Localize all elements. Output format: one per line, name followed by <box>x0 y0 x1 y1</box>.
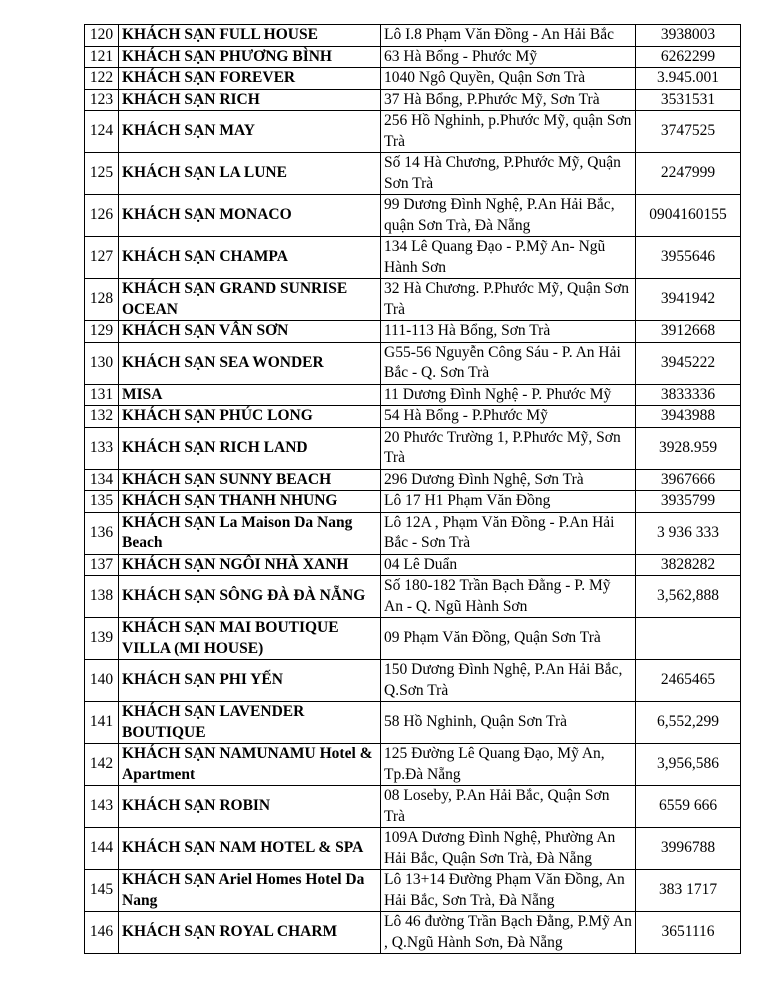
row-number: 128 <box>85 279 119 321</box>
hotel-name: KHÁCH SẠN Ariel Homes Hotel Da Nang <box>119 870 381 912</box>
hotel-list-body <box>85 25 741 954</box>
hotel-phone: 3,956,586 <box>636 744 741 786</box>
row-number: 132 <box>85 406 119 428</box>
hotel-address: 63 Hà Bổng - Phước Mỹ <box>381 46 636 68</box>
table-row <box>85 744 741 786</box>
hotel-phone: 6559 666 <box>636 786 741 828</box>
hotel-phone: 3996788 <box>636 828 741 870</box>
row-number: 146 <box>85 912 119 954</box>
table-row <box>85 618 741 660</box>
table-row <box>85 491 741 513</box>
table-row <box>85 46 741 68</box>
row-number: 138 <box>85 576 119 618</box>
hotel-address: G55-56 Nguyễn Công Sáu - P. An Hải Bắc - Q. Sơn Trà <box>381 342 636 384</box>
hotel-phone: 3651116 <box>636 912 741 954</box>
hotel-address: 125 Đường Lê Quang Đạo, Mỹ An, Tp.Đà Nẵng <box>381 744 636 786</box>
hotel-name: MISA <box>119 384 381 406</box>
hotel-phone: 3945222 <box>636 342 741 384</box>
hotel-phone <box>636 618 741 660</box>
hotel-phone: 3943988 <box>636 406 741 428</box>
row-number: 140 <box>85 660 119 702</box>
hotel-address: Lô 13+14 Đường Phạm Văn Đồng, An Hải Bắc, Sơn Trà, Đà Nẵng <box>381 870 636 912</box>
hotel-address: 296 Dương Đình Nghệ, Sơn Trà <box>381 469 636 491</box>
row-number: 141 <box>85 702 119 744</box>
hotel-address: 58 Hồ Nghinh, Quận Sơn Trà <box>381 702 636 744</box>
hotel-address: Số 180-182 Trần Bạch Đằng - P. Mỹ An - Q. Ngũ Hành Sơn <box>381 576 636 618</box>
table-row <box>85 321 741 343</box>
table-row <box>85 279 741 321</box>
hotel-phone: 3967666 <box>636 469 741 491</box>
hotel-name: KHÁCH SẠN NAMUNAMU Hotel & Apartment <box>119 744 381 786</box>
hotel-address: 37 Hà Bổng, P.Phước Mỹ, Sơn Trà <box>381 89 636 111</box>
row-number: 135 <box>85 491 119 513</box>
hotel-address: 09 Phạm Văn Đồng, Quận Sơn Trà <box>381 618 636 660</box>
table-row <box>85 912 741 954</box>
row-number: 126 <box>85 195 119 237</box>
hotel-address: 109A Dương Đình Nghệ, Phường An Hải Bắc, Quận Sơn Trà, Đà Nẵng <box>381 828 636 870</box>
table-row <box>85 111 741 153</box>
row-number: 143 <box>85 786 119 828</box>
table-row <box>85 342 741 384</box>
table-row <box>85 576 741 618</box>
hotel-address: 256 Hồ Nghinh, p.Phước Mỹ, quận Sơn Trà <box>381 111 636 153</box>
hotel-phone: 3531531 <box>636 89 741 111</box>
hotel-name: KHÁCH SẠN NAM HOTEL & SPA <box>119 828 381 870</box>
row-number: 133 <box>85 427 119 469</box>
hotel-name: KHÁCH SẠN MAI BOUTIQUE VILLA (MI HOUSE) <box>119 618 381 660</box>
row-number: 124 <box>85 111 119 153</box>
row-number: 125 <box>85 153 119 195</box>
table-row <box>85 406 741 428</box>
hotel-name: KHÁCH SẠN NGÔI NHÀ XANH <box>119 554 381 576</box>
hotel-address: 134 Lê Quang Đạo - P.Mỹ An- Ngũ Hành Sơn <box>381 237 636 279</box>
hotel-address: 11 Dương Đình Nghệ - P. Phước Mỹ <box>381 384 636 406</box>
hotel-address: Lô I.8 Phạm Văn Đồng - An Hải Bắc <box>381 25 636 47</box>
hotel-phone: 3828282 <box>636 554 741 576</box>
hotel-name: KHÁCH SẠN PHÚC LONG <box>119 406 381 428</box>
hotel-address: 20 Phước Trường 1, P.Phước Mỹ, Sơn Trà <box>381 427 636 469</box>
row-number: 144 <box>85 828 119 870</box>
table-row <box>85 237 741 279</box>
table-row <box>85 512 741 554</box>
table-row <box>85 828 741 870</box>
hotel-phone: 2465465 <box>636 660 741 702</box>
hotel-name: KHÁCH SẠN SÔNG ĐÀ ĐÀ NẴNG <box>119 576 381 618</box>
hotel-phone: 3833336 <box>636 384 741 406</box>
hotel-name: KHÁCH SẠN ROYAL CHARM <box>119 912 381 954</box>
hotel-name: KHÁCH SẠN LAVENDER BOUTIQUE <box>119 702 381 744</box>
hotel-phone: 0904160155 <box>636 195 741 237</box>
hotel-phone: 3935799 <box>636 491 741 513</box>
table-row <box>85 89 741 111</box>
hotel-address: 04 Lê Duẩn <box>381 554 636 576</box>
hotel-phone: 3912668 <box>636 321 741 343</box>
hotel-name: KHÁCH SẠN MAY <box>119 111 381 153</box>
row-number: 121 <box>85 46 119 68</box>
row-number: 142 <box>85 744 119 786</box>
hotel-name: KHÁCH SẠN THANH NHUNG <box>119 491 381 513</box>
table-row <box>85 25 741 47</box>
hotel-address: 54 Hà Bổng - P.Phước Mỹ <box>381 406 636 428</box>
hotel-phone: 3,562,888 <box>636 576 741 618</box>
hotel-name: KHÁCH SẠN RICH <box>119 89 381 111</box>
hotel-name: KHÁCH SẠN VÂN SƠN <box>119 321 381 343</box>
hotel-address: 32 Hà Chương. P.Phước Mỹ, Quận Sơn Trà <box>381 279 636 321</box>
hotel-name: KHÁCH SẠN PHƯƠNG BÌNH <box>119 46 381 68</box>
hotel-address: 150 Dương Đình Nghệ, P.An Hải Bắc, Q.Sơn Trà <box>381 660 636 702</box>
table-row <box>85 153 741 195</box>
row-number: 139 <box>85 618 119 660</box>
table-row <box>85 68 741 90</box>
hotel-list-table <box>84 24 741 954</box>
table-row <box>85 427 741 469</box>
hotel-name: KHÁCH SẠN MONACO <box>119 195 381 237</box>
hotel-table-page <box>84 24 740 954</box>
hotel-address: Lô 17 H1 Phạm Văn Đồng <box>381 491 636 513</box>
hotel-phone: 3928.959 <box>636 427 741 469</box>
row-number: 130 <box>85 342 119 384</box>
hotel-phone: 383 1717 <box>636 870 741 912</box>
table-row <box>85 469 741 491</box>
hotel-name: KHÁCH SẠN LA LUNE <box>119 153 381 195</box>
hotel-address: 99 Dương Đình Nghệ, P.An Hải Bắc, quận Sơn Trà, Đà Nẵng <box>381 195 636 237</box>
table-row <box>85 786 741 828</box>
hotel-name: KHÁCH SẠN SUNNY BEACH <box>119 469 381 491</box>
row-number: 145 <box>85 870 119 912</box>
row-number: 131 <box>85 384 119 406</box>
table-row <box>85 660 741 702</box>
hotel-address: 1040 Ngô Quyền, Quận Sơn Trà <box>381 68 636 90</box>
hotel-address: Số 14 Hà Chương, P.Phước Mỹ, Quận Sơn Trà <box>381 153 636 195</box>
table-row <box>85 870 741 912</box>
hotel-name: KHÁCH SẠN FOREVER <box>119 68 381 90</box>
hotel-name: KHÁCH SẠN FULL HOUSE <box>119 25 381 47</box>
hotel-phone: 6262299 <box>636 46 741 68</box>
hotel-phone: 3955646 <box>636 237 741 279</box>
hotel-phone: 3938003 <box>636 25 741 47</box>
hotel-name: KHÁCH SẠN RICH LAND <box>119 427 381 469</box>
row-number: 120 <box>85 25 119 47</box>
hotel-name: KHÁCH SẠN ROBIN <box>119 786 381 828</box>
row-number: 127 <box>85 237 119 279</box>
hotel-address: Lô 46 đường Trần Bạch Đằng, P.Mỹ An , Q.Ngũ Hành Sơn, Đà Nẵng <box>381 912 636 954</box>
table-row <box>85 195 741 237</box>
hotel-phone: 3.945.001 <box>636 68 741 90</box>
table-row <box>85 384 741 406</box>
table-row <box>85 554 741 576</box>
table-row <box>85 702 741 744</box>
hotel-phone: 3 936 333 <box>636 512 741 554</box>
row-number: 123 <box>85 89 119 111</box>
hotel-phone: 3941942 <box>636 279 741 321</box>
hotel-name: KHÁCH SẠN GRAND SUNRISE OCEAN <box>119 279 381 321</box>
hotel-address: 111-113 Hà Bổng, Sơn Trà <box>381 321 636 343</box>
row-number: 122 <box>85 68 119 90</box>
hotel-name: KHÁCH SẠN SEA WONDER <box>119 342 381 384</box>
row-number: 136 <box>85 512 119 554</box>
hotel-phone: 6,552,299 <box>636 702 741 744</box>
hotel-name: KHÁCH SẠN PHI YẾN <box>119 660 381 702</box>
row-number: 129 <box>85 321 119 343</box>
hotel-address: Lô 12A , Phạm Văn Đồng - P.An Hải Bắc - Sơn Trà <box>381 512 636 554</box>
hotel-phone: 3747525 <box>636 111 741 153</box>
row-number: 134 <box>85 469 119 491</box>
hotel-name: KHÁCH SẠN CHAMPA <box>119 237 381 279</box>
hotel-address: 08 Loseby, P.An Hải Bắc, Quận Sơn Trà <box>381 786 636 828</box>
hotel-name: KHÁCH SẠN La Maison Da Nang Beach <box>119 512 381 554</box>
row-number: 137 <box>85 554 119 576</box>
hotel-phone: 2247999 <box>636 153 741 195</box>
